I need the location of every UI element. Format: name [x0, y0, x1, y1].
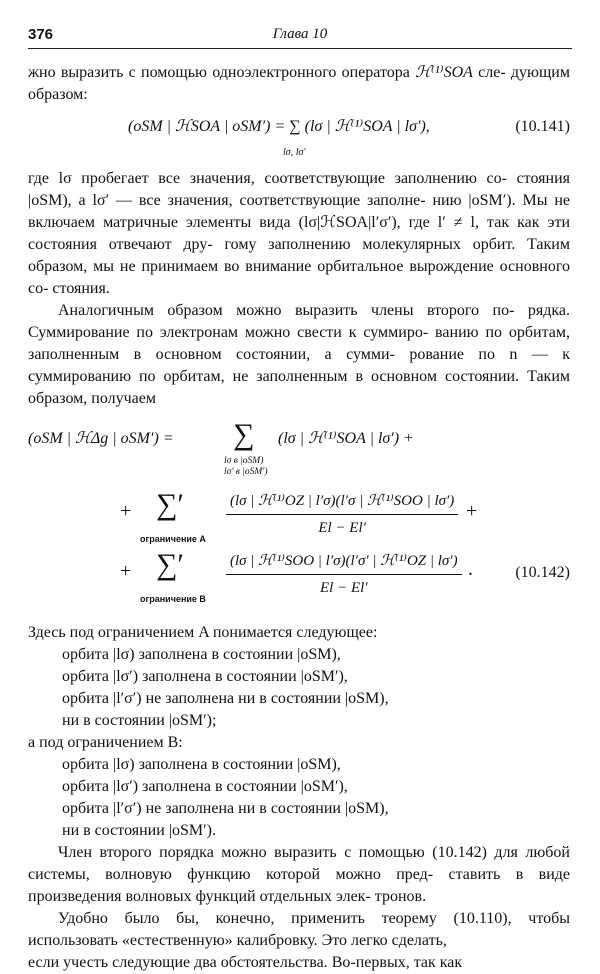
intro-paragraph — [28, 62, 570, 106]
equation-10-142-term2-denominator: El − El′ — [318, 520, 366, 536]
equation-10-142-plus-3: + — [120, 560, 132, 582]
equation-10-142 — [28, 418, 570, 618]
equation-10-142-lhs: (oSM | ℋΔg | oSM′) = — [28, 430, 174, 447]
paragraph-theorem: Удобно было бы, конечно, применить теорему (10.110), чтобы использовать «естественную» калибровку. Это легко сделать, — [28, 910, 570, 949]
page-number: 376 — [28, 26, 54, 43]
equation-10-142-term3-numerator: (lσ | ℋ⁽¹⁾SOO | l′σ)(l′σ′ | ℋ⁽¹⁾OZ | lσ′) — [226, 550, 462, 575]
equation-10-142-term1: (lσ | ℋ⁽¹⁾SOA | lσ′) + — [278, 430, 414, 447]
restriction-b-intro: а под ограничением B: — [28, 734, 183, 751]
equation-10-142-sum-sign: ∑ — [233, 418, 255, 451]
equation-10-142-end-dot: . — [468, 558, 473, 580]
paragraph-where: где lσ пробегает все значения, соответствующие заполнению со- стояния |oSM), а lσ′ — все значения, соответствующие заполне- нию |oSM′). Мы не включаем матричные элементы вида (lσ|ℋSOA|l′σ′), где l′ ≠ l, так как эти состояния отвечают дру- гому заполнению молекулярных орбит. Таким образом, мы не принимаем во внимание орбитальное вырождение основного со- стояния. — [28, 170, 570, 297]
intro-text-before: жно выразить с помощью одноэлектронного оператора — [28, 64, 416, 81]
intro-text-after: сле- дующим образом: — [28, 64, 570, 103]
equation-10-142-sum-prime-3: ∑′ — [156, 548, 184, 581]
paragraph-second-order: Аналогичным образом можно выразить члены второго по- рядка. Суммирование по электронам можно свести к суммиро- ванию по орбитам, заполненным в основном состоянии, а сумми- рование по n — к суммированию по орбитам, не заполненным в основном состоянии. Таким образом, получаем — [28, 302, 570, 407]
restriction-b-item-3: орбита |l′σ′) не заполнена ни в состоянии |oSM), — [62, 800, 389, 817]
equation-10-142-number: (10.142) — [515, 564, 570, 581]
page-header — [28, 24, 572, 49]
equation-10-142-plus-2: + — [120, 500, 132, 522]
equation-10-141-body: (oSM | ℋSOA | oSM′) = ∑ (lσ | ℋ⁽¹⁾SOA | lσ′), — [128, 118, 430, 135]
restriction-a-item-2: орбита |lσ′) заполнена в состоянии |oSM′), — [62, 668, 348, 685]
equation-10-142-term3 — [226, 550, 462, 599]
equation-10-141-sum-limits: lσ, lσ′ — [283, 147, 306, 158]
chapter-title: Глава 10 — [272, 26, 328, 42]
restriction-a-intro: Здесь под ограничением A понимается следующее: — [28, 624, 378, 641]
paragraph-last-line: если учесть следующие два обстоятельства. Во-первых, так как — [28, 954, 463, 971]
restriction-b-item-2: орбита |lσ′) заполнена в состоянии |oSM′), — [62, 778, 348, 795]
restriction-a-item-3: орбита |l′σ′) не заполнена ни в состоянии |oSM), — [62, 690, 389, 707]
restriction-b-item-1: орбита |lσ) заполнена в состоянии |oSM), — [62, 756, 341, 773]
equation-10-141-number: (10.141) — [515, 118, 570, 135]
equation-10-142-sum-limits-1: lσ в |oSM) — [224, 456, 264, 466]
equation-10-142-limit-a: ограничение A — [140, 534, 206, 544]
restriction-a-item-1: орбита |lσ) заполнена в состоянии |oSM), — [62, 646, 341, 663]
equation-10-142-term2-numerator: (lσ | ℋ⁽¹⁾OZ | l′σ)(l′σ | ℋ⁽¹⁾SOO | lσ′) — [226, 490, 458, 515]
equation-10-142-limit-b: ограничение B — [140, 594, 206, 604]
equation-10-142-sum-prime-2: ∑′ — [156, 488, 184, 521]
restriction-a-item-4: ни в состоянии |oSM′); — [62, 712, 217, 729]
equation-10-141 — [28, 108, 570, 162]
restriction-b-item-4: ни в состоянии |oSM′). — [62, 822, 216, 839]
paragraph-second-order-member: Член второго порядка можно выразить с помощью (10.142) для любой системы, волновую функцию которой можно пред- ставить в виде произведения волновых функций отдельных элек- тронов. — [28, 844, 570, 905]
page-body — [28, 62, 570, 974]
intro-operator: ℋ⁽¹⁾SOA — [415, 64, 473, 81]
equation-10-142-term2 — [226, 490, 458, 539]
equation-10-142-end-plus: + — [466, 500, 478, 522]
restrictions-list — [28, 622, 570, 842]
equation-10-142-sum-limits-2: lσ′ в |oSM′) — [224, 467, 268, 477]
equation-10-142-term3-denominator: El − El′ — [320, 580, 368, 596]
